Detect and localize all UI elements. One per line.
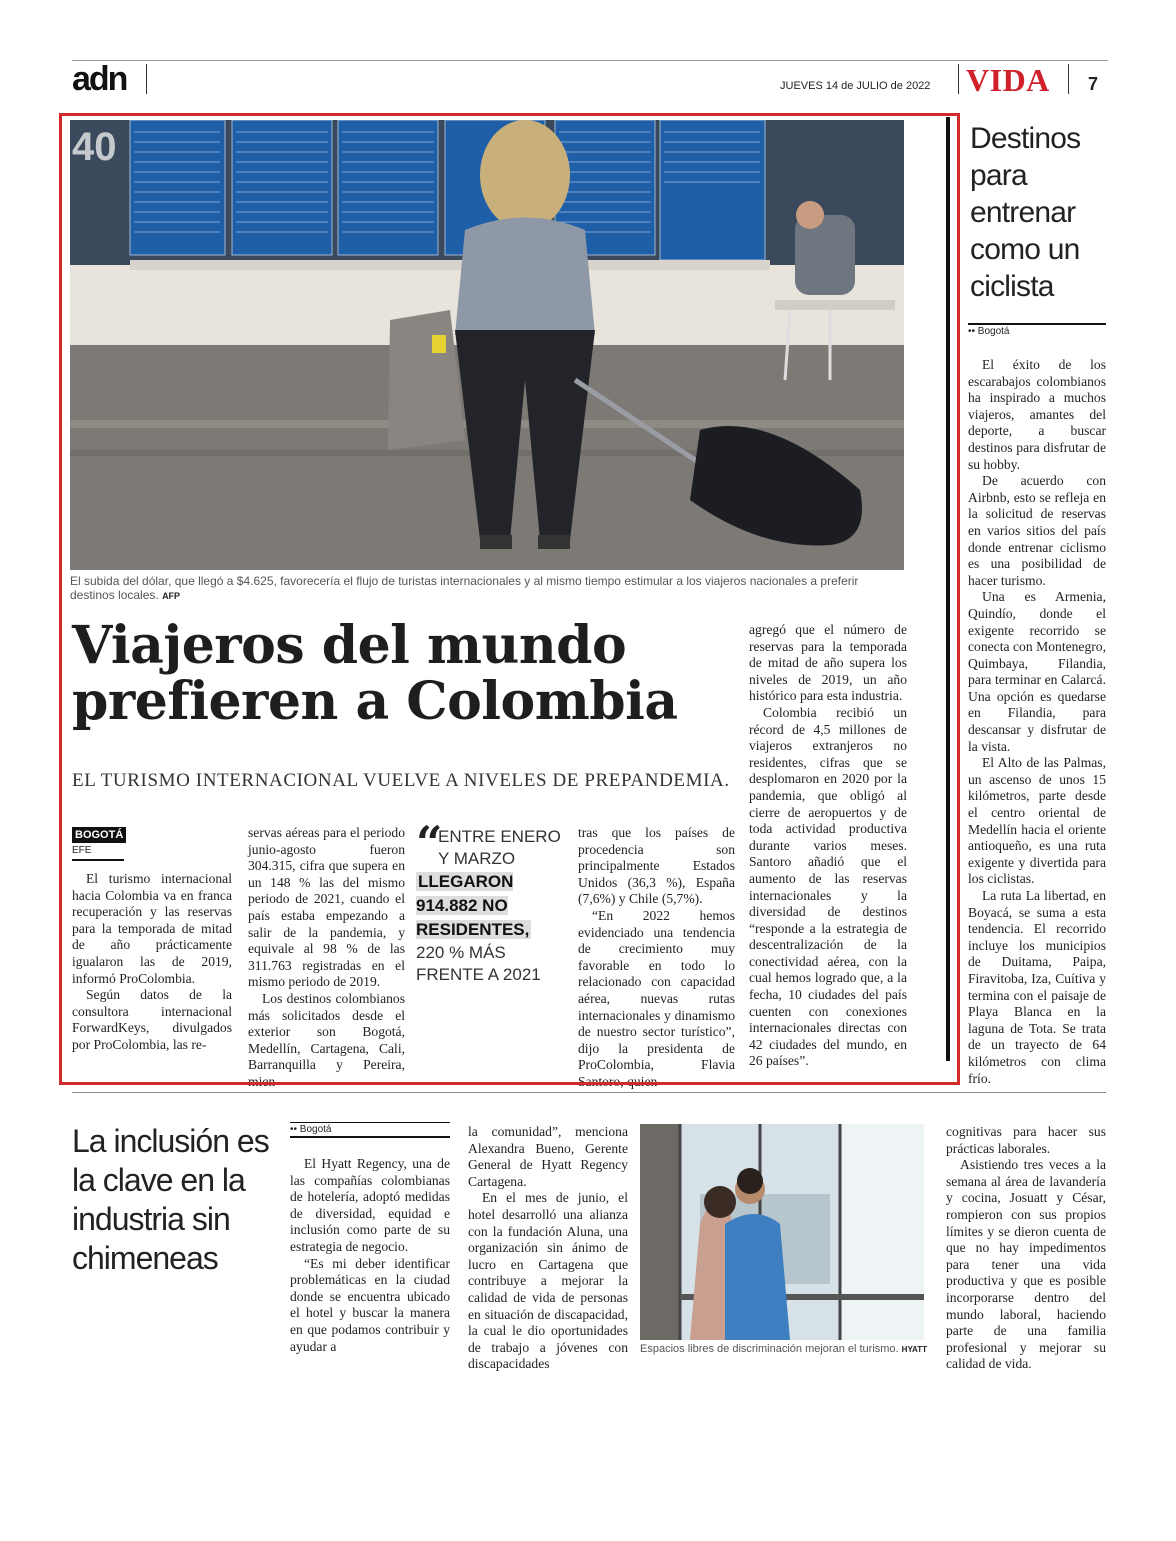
- photo-caption-text: El subida del dólar, que llegó a $4.625, favorecería el flujo de turistas internacionales y al mismo tiempo estimular a los viajeros nacionales a preferir destinos locales.: [70, 574, 859, 602]
- page-number: 7: [1088, 74, 1099, 94]
- bottom-byline: •• Bogotá: [290, 1122, 450, 1138]
- paragraph: Asistiendo tres veces a la semana al área de lavandería y cocina, Josuatt y César, rompieron con sus propios límites y se dieron cuenta de que no hay impedimentos para tener una vida productiva y que es posible incorporarse dentro del mundo laboral, haciendo parte de una familia profesional y mejorar su calidad de vida.: [946, 1157, 1106, 1372]
- sidebar-headline[interactable]: Destinos para entrenar como un ciclista: [970, 122, 1081, 303]
- paragraph: Una es Armenia, Quindío, donde el exigente recorrido se conecta con Montenegro, Quimbaya, Filandia, para terminar en Calarcá. Una opción es quedarse en Filandia, para descansar y disfrutar de la vista.: [968, 589, 1106, 754]
- headline-line: prefieren a Colombia: [72, 671, 678, 732]
- quote-mark: “: [416, 816, 443, 870]
- bottom-photo-caption-text: Espacios libres de discriminación mejoran el turismo.: [640, 1343, 899, 1355]
- bottom-photo-credit: HYATT: [901, 1345, 928, 1354]
- byline-source: EFE: [72, 845, 124, 861]
- byline-location: BOGOTÁ: [72, 827, 126, 843]
- paragraph: El turismo internacional hacia Colombia va en franca recuperación y las reservas para la temporada de mitad de año prácticamente igualaron las de 2019, informó ProColombia.: [72, 871, 232, 986]
- couple-window-illustration: [640, 1124, 924, 1340]
- section-divider: [72, 1092, 1106, 1093]
- bottom-column-3: [946, 1124, 1106, 1373]
- issue-date: JUEVES 14 de JULIO de 2022: [780, 80, 931, 92]
- paragraph: Según datos de la consultora internacional ForwardKeys, divulgados por ProColombia, las re-: [72, 987, 232, 1052]
- subheadline: EL TURISMO INTERNACIONAL VUELVE A NIVELES DE PREPANDEMIA.: [72, 770, 730, 791]
- paragraph: El Hyatt Regency, una de las compañías colombianas de hotelería, adoptó medidas de diversidad, equidad e inclusión como parte de su estrategia de negocio.: [290, 1156, 450, 1254]
- bottom-column-2: [468, 1124, 628, 1373]
- svg-text:40: 40: [72, 125, 117, 169]
- sidebar-body: [968, 357, 1106, 1087]
- bottom-photo-caption: [640, 1343, 930, 1355]
- sidebar-byline: •• Bogotá: [968, 323, 1106, 337]
- paragraph: La ruta La libertad, en Boyacá, se suma a esta tendencia. El recorrido incluye los municipios de Duitama, Paipa, Firavitoba, Iza, Cuítiva y termina con el paisaje de Playa Blanca en la laguna de Tota. Se trata de un trayecto de 64 kilómetros con clima frío.: [968, 888, 1106, 1086]
- paragraph: agregó que el número de reservas para la temporada de mitad de año supera los niveles de 2019, un año histórico para esta industria.: [749, 622, 907, 704]
- header-divider: [146, 64, 147, 94]
- bottom-headline[interactable]: La inclusión es la clave en la industria sin chimeneas: [72, 1123, 269, 1276]
- paragraph: Colombia recibió un récord de 4,5 millones de viajeros extranjeros no residentes, cifras que se desplomaron en 2020 por la pandemia, que obligó al cierre de aeropuertos y de toda actividad productiva durante varios meses. Santoro añadió que el aumento de las reservas internacionales y la diversidad de destinos “responde a la estrategia de descentralización de la conectividad aérea, con la cual hemos logrado que, a la fecha, 10 ciudades del país cuenten con conexiones internacionales directas con 42 ciudades del mundo, en 26 países”.: [749, 704, 907, 1069]
- bottom-column-1: [290, 1156, 450, 1355]
- photo-credit: AFP: [162, 591, 181, 601]
- paragraph: Los destinos colombianos más solicitados desde el exterior son Bogotá, Medellín, Cartagena, Cali, Barranquilla y Pereira, mien-: [248, 990, 405, 1089]
- quote-lead: ENTRE ENERO Y MARZO: [438, 827, 561, 868]
- paragraph: “En 2022 hemos evidenciado una tendencia de crecimiento muy favorable en todo lo relacionado con capacidad aérea, nuevas rutas internacionales y dinamismo de nuestro sector turístico”, dijo la presidenta de ProColombia, Flavia Santoro, quien: [578, 907, 735, 1089]
- adn-logo[interactable]: adn: [72, 60, 127, 98]
- paragraph: tras que los países de procedencia son principalmente Estados Unidos (36,3 %), España (7,6%) y Chile (5,7%).: [578, 825, 735, 907]
- paragraph: El Alto de las Palmas, un ascenso de unos 15 kilómetros, parte desde el centro oriental de Medellín hacia el oriente antioqueño, es una ruta exigente y divertida para los ciclistas.: [968, 755, 1106, 887]
- paragraph: servas aéreas para el periodo junio-agosto fueron 304.315, cifra que supera en un 148 % las del mismo periodo de 2021, cuando el país estaba empezando a salir de la pandemia, y equivale al 98 % de las 311.763 registradas en el mismo periodo de 2019.: [248, 825, 405, 990]
- selected-article-highlight: [59, 113, 960, 1085]
- quote-tail: 220 % MÁS FRENTE A 2021: [416, 943, 541, 984]
- header-rule: [72, 60, 1108, 61]
- headline-line: Viajeros del mundo: [72, 615, 627, 676]
- column-rule: [946, 117, 950, 1061]
- section-name: VIDA: [966, 62, 1050, 98]
- header-divider: [1068, 64, 1069, 94]
- paragraph: El éxito de los escarabajos colombianos ha inspirado a muchos viajeros, amantes del deporte, a buscar destinos para disfrutar de su hobby.: [968, 357, 1106, 472]
- paragraph: la comunidad”, menciona Alexandra Bueno, Gerente General de Hyatt Regency Cartagena.: [468, 1124, 628, 1189]
- quote-highlight: LLEGARON 914.882 NO RESIDENTES,: [416, 872, 530, 939]
- paragraph: De acuerdo con Airbnb, esto se refleja en la solicitud de reservas en varios sitios del país donde entrenar ciclismo es una posibilidad de hacer turismo.: [968, 473, 1106, 588]
- paragraph: cognitivas para hacer sus prácticas laborales.: [946, 1124, 1106, 1156]
- paragraph: “Es mi deber identificar problemáticas en la ciudad donde se encuentra ubicado el hotel y buscar la manera en que podamos contribuir y ayudar a: [290, 1255, 450, 1354]
- paragraph: En el mes de junio, el hotel desarrolló una alianza con la fundación Aluna, una organización sin ánimo de lucro en Cartagena que contribuye a mejorar la calidad de vida de personas en situación de discapacidad, la cual le dio oportunidades de trabajo a jóvenes con discapacidades: [468, 1190, 628, 1372]
- bottom-article-photo: [640, 1124, 924, 1340]
- header-divider: [958, 64, 959, 94]
